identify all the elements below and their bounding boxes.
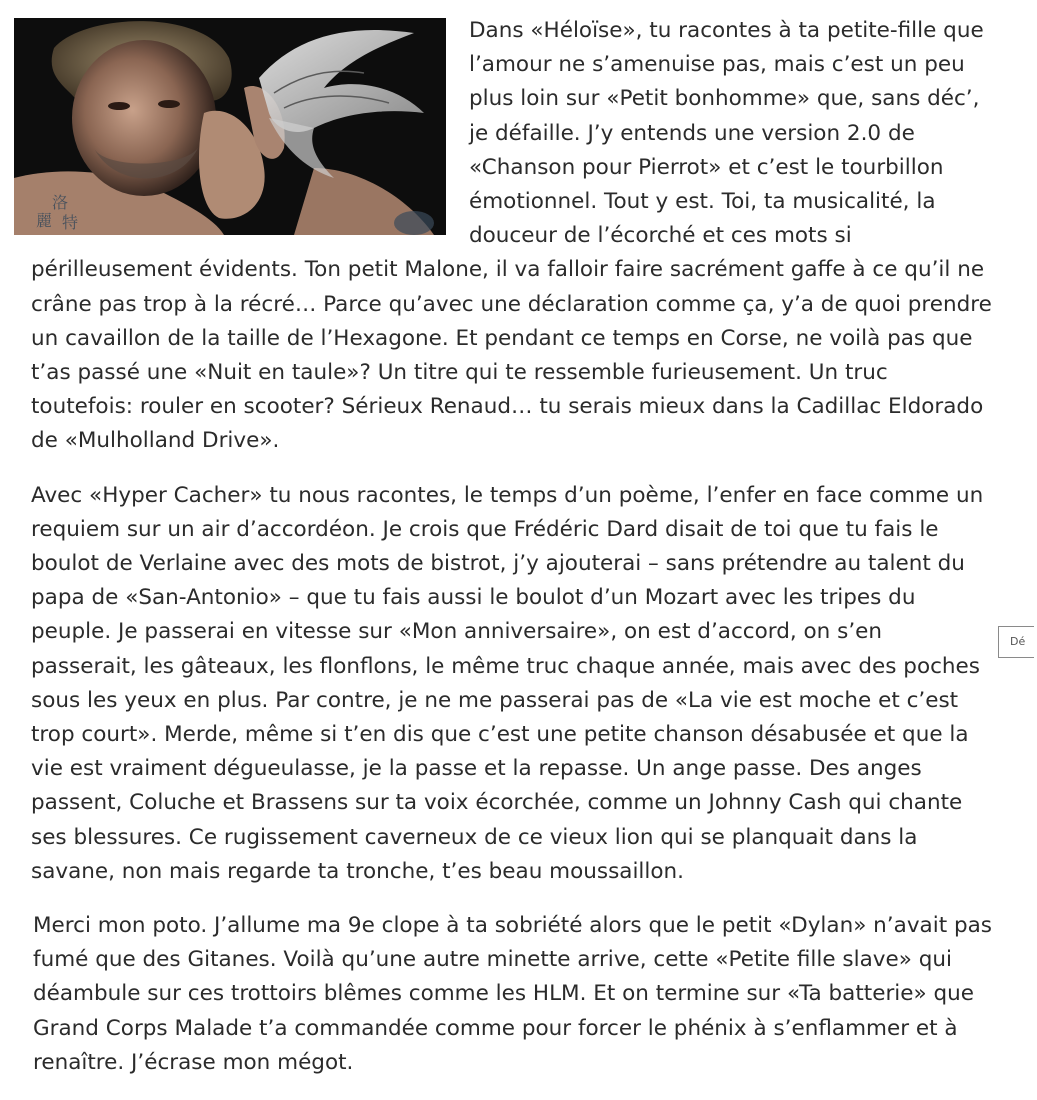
article-paragraph: Merci mon poto. J’allume ma 9e clope à ta sobriété alors que le petit «Dylan» n’avait pas fumé que des Gitanes. Voilà qu’une autre minette arrive, cette «Petite fille slave» qui déambule sur ces trottoirs blêmes comme les HLM. Et on termine sur «Ta batterie» que Grand Corps Malade t’a commandée comme pour forcer le phénix à s’enflammer et à renaître. J’écrase mon mégot. xyxy=(33,913,992,1075)
svg-text:特: 特 xyxy=(62,213,79,232)
svg-text:麗: 麗 xyxy=(36,211,53,230)
article-body xyxy=(31,14,993,1100)
svg-text:洛: 洛 xyxy=(52,193,69,212)
paragraph-text: Dans «Héloïse», tu racontes à ta petite-fille que l’amour ne s’amenuise pas, mais c’est un peu plus loin sur «Petit bonhomme» que, sans déc’, je défaille. J’y entends une version 2.0 de «Chanson pour Pierrot» et c’est le tourbillon émotionnel. Tout y est. Toi, ta musicalité, la douceur de l’écorché et ces mots si périlleusement évidents. Ton petit Malone, il va falloir faire sacrément gaffe à ce qu’il ne crâne pas trop à la récré… Parce qu’avec une déclaration comme ça, y’a de quoi prendre un cavaillon de la taille de l’Hexagone. Et pendant ce temps en Corse, ne voilà pas que t’as passé une «Nuit en taule»? Un titre qui te ressemble furieusement. Un truc toutefois: rouler en scooter? Sérieux Renaud… tu serais mieux dans la Cadillac Eldorado de «Mulholland Drive». xyxy=(31,18,992,454)
article-paragraph xyxy=(31,14,993,459)
article-photo xyxy=(14,18,446,235)
article-paragraph: Avec «Hyper Cacher» tu nous racontes, le temps d’un poème, l’enfer en face comme un requiem sur un air d’accordéon. Je crois que Frédéric Dard disait de toi que tu fais le boulot de Verlaine avec des mots de bistrot, j’y ajouterai – sans prétendre au talent du papa de «San-Antonio» – que tu fais aussi le boulot d’un Mozart avec les tripes du peuple. Je passerai en vitesse sur «Mon anniversaire», on est d’accord, on s’en passerait, les gâteaux, les flonflons, le même truc chaque année, mais avec des poches sous les yeux en plus. Par contre, je ne me passerai pas de «La vie est moche et c’est trop court». Merde, même si t’en dis que c’est une petite chanson désabusée et que la vie est vraiment dégueulasse, je la passe et la repasse. Un ange passe. Des anges passent, Coluche et Brassens sur ta voix écorchée, comme un Johnny Cash qui chante ses blessures. Ce rugissement caverneux de ce vieux lion qui se planquait dans la savane, non mais regarde ta tronche, t’es beau moussaillon. xyxy=(31,482,984,884)
side-tab-button[interactable]: Dé xyxy=(998,626,1034,658)
